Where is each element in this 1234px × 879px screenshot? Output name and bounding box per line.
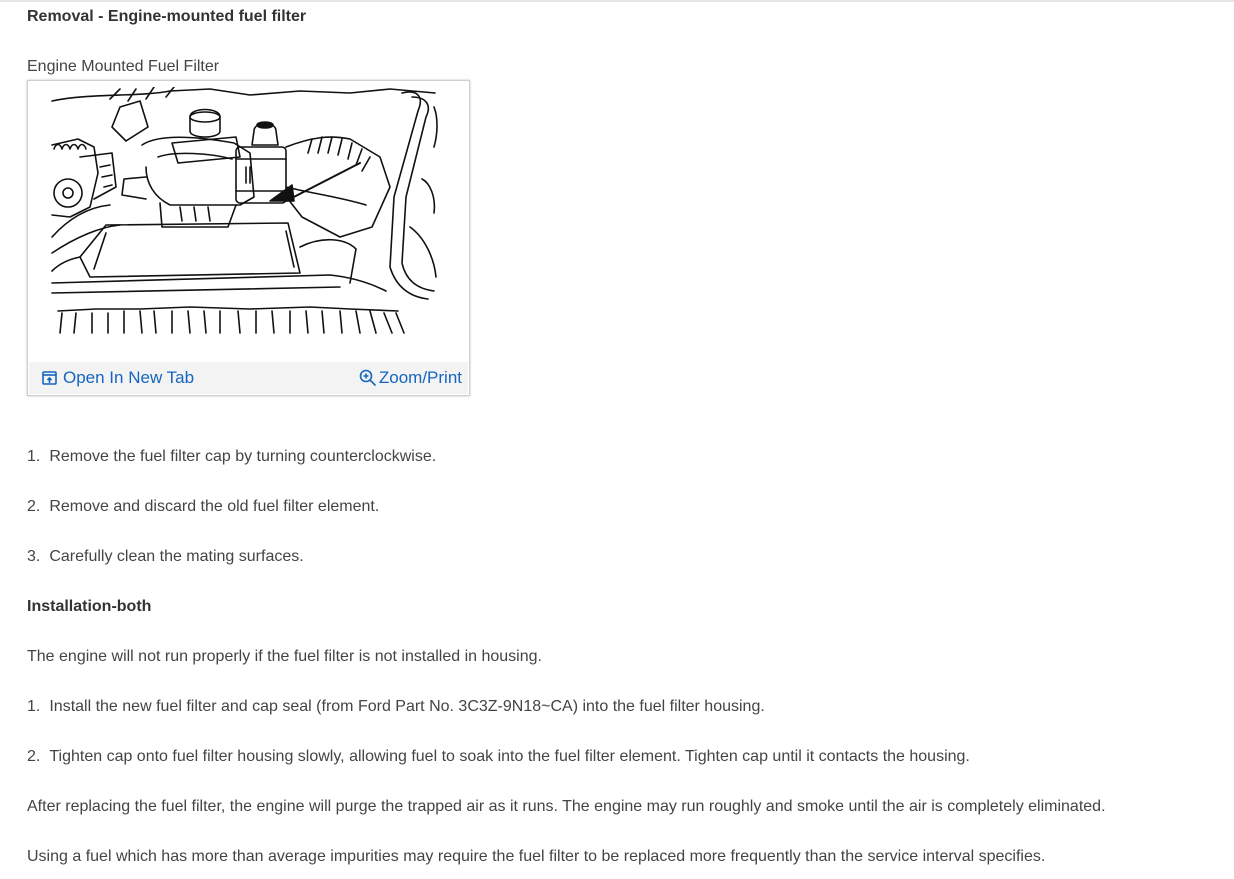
installation-step-1 <box>27 698 765 716</box>
step-text: Remove and discard the old fuel filter element. <box>49 498 380 515</box>
zoom-print-link[interactable] <box>359 368 462 388</box>
step-number: 1. <box>27 698 41 715</box>
removal-step-1 <box>27 448 436 466</box>
after-note-purge: After replacing the fuel filter, the engine will purge the trapped air as it runs. The engine may run roughly and smoke until the air is completely eliminated. <box>27 798 1106 815</box>
step-number: 3. <box>27 548 41 565</box>
step-text: Install the new fuel filter and cap seal (from Ford Part No. 3C3Z-9N18~CA) into the fuel filter housing. <box>49 698 765 715</box>
open-new-tab-label: Open In New Tab <box>63 368 195 387</box>
installation-note: The engine will not run properly if the fuel filter is not installed in housing. <box>27 648 542 665</box>
open-new-tab-link[interactable] <box>42 368 194 388</box>
step-text: Tighten cap onto fuel filter housing slowly, allowing fuel to soak into the fuel filter element. Tighten cap until it contacts the housing. <box>49 748 970 765</box>
after-note-impurities: Using a fuel which has more than average impurities may require the fuel filter to be replaced more frequently than the service interval specifies. <box>27 848 1046 865</box>
open-new-tab-icon <box>42 371 57 385</box>
engine-figure <box>27 80 470 396</box>
removal-heading: Removal - Engine-mounted fuel filter <box>27 8 307 25</box>
step-number: 2. <box>27 748 41 765</box>
zoom-icon <box>359 369 377 387</box>
engine-diagram <box>50 87 440 345</box>
removal-step-3 <box>27 548 304 566</box>
figure-caption: Engine Mounted Fuel Filter <box>27 58 220 75</box>
step-number: 1. <box>27 448 41 465</box>
step-number: 2. <box>27 498 41 515</box>
zoom-print-label: Zoom/Print <box>378 368 462 387</box>
figure-toolbar <box>29 362 468 394</box>
top-divider <box>0 0 1234 2</box>
installation-heading: Installation-both <box>27 598 152 615</box>
installation-step-2 <box>27 748 970 766</box>
step-text: Carefully clean the mating surfaces. <box>49 548 304 565</box>
removal-step-2 <box>27 498 379 516</box>
step-text: Remove the fuel filter cap by turning counterclockwise. <box>49 448 437 465</box>
